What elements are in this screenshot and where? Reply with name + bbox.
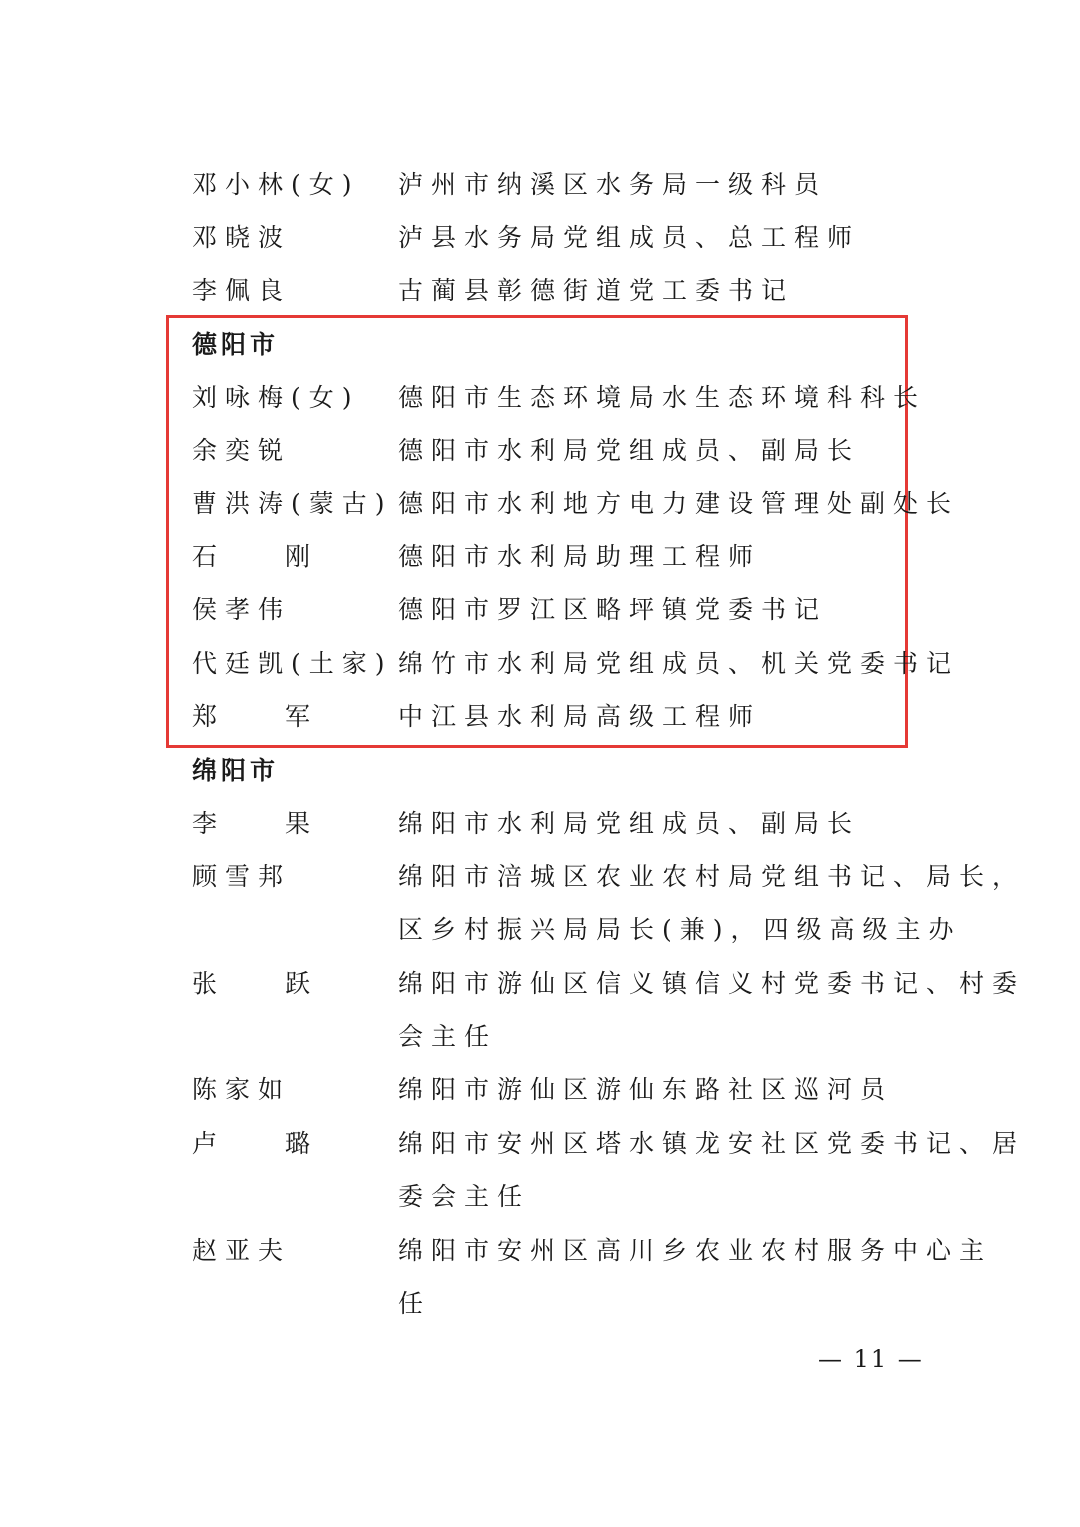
person-title: 泸县水务局党组成员、总工程师 [398,223,861,252]
person-name: 邓小林(女) [192,170,360,199]
person-name: 刘咏梅(女) [192,383,360,412]
person-title-continued: 委会主任 [398,1182,531,1211]
section-heading-mianyang: 绵阳市 [192,756,280,785]
person-title: 中江县水利局高级工程师 [398,702,762,731]
person-name: 郑 军 [192,702,340,731]
person-name: 陈家如 [192,1075,292,1104]
highlight-box [166,315,908,748]
person-name: 顾雪邦 [192,862,292,891]
person-name: 代廷凯(土家) [192,649,393,678]
person-title: 绵阳市涪城区农业农村局党组书记、局长， [398,862,1026,891]
person-name: 邓晓波 [192,223,292,252]
person-title: 绵阳市水利局党组成员、副局长 [398,809,861,838]
person-title: 德阳市水利局党组成员、副局长 [398,436,861,465]
person-title: 绵竹市水利局党组成员、机关党委书记 [398,649,960,678]
section-heading-deyang: 德阳市 [192,330,280,359]
person-title: 古蔺县彰德街道党工委书记 [398,276,795,305]
person-title-continued: 区乡村振兴局局长(兼)，四级高级主办 [398,915,962,944]
person-name: 侯孝伟 [192,595,292,624]
person-title: 德阳市生态环境局水生态环境科科长 [398,383,927,412]
person-title: 绵阳市安州区高川乡农业农村服务中心主 [398,1236,993,1265]
person-name: 李 果 [192,809,340,838]
page-number: — 11 — [818,1345,924,1373]
person-title: 绵阳市安州区塔水镇龙安社区党委书记、居 [398,1129,1026,1158]
person-name: 曹洪涛(蒙古) [192,489,393,518]
person-name: 卢 璐 [192,1129,340,1158]
person-title: 德阳市水利地方电力建设管理处副处长 [398,489,960,518]
person-name: 赵亚夫 [192,1236,292,1265]
person-name: 李佩良 [192,276,292,305]
person-title-continued: 任 [398,1289,432,1318]
person-name: 余奕锐 [192,436,292,465]
person-name: 张 跃 [192,969,340,998]
person-title: 绵阳市游仙区信义镇信义村党委书记、村委 [398,969,1026,998]
person-title: 德阳市水利局助理工程师 [398,542,762,571]
person-name: 石 刚 [192,542,340,571]
person-title: 德阳市罗江区略坪镇党委书记 [398,595,828,624]
person-title: 泸州市纳溪区水务局一级科员 [398,170,828,199]
person-title: 绵阳市游仙区游仙东路社区巡河员 [398,1075,894,1104]
person-title-continued: 会主任 [398,1022,498,1051]
